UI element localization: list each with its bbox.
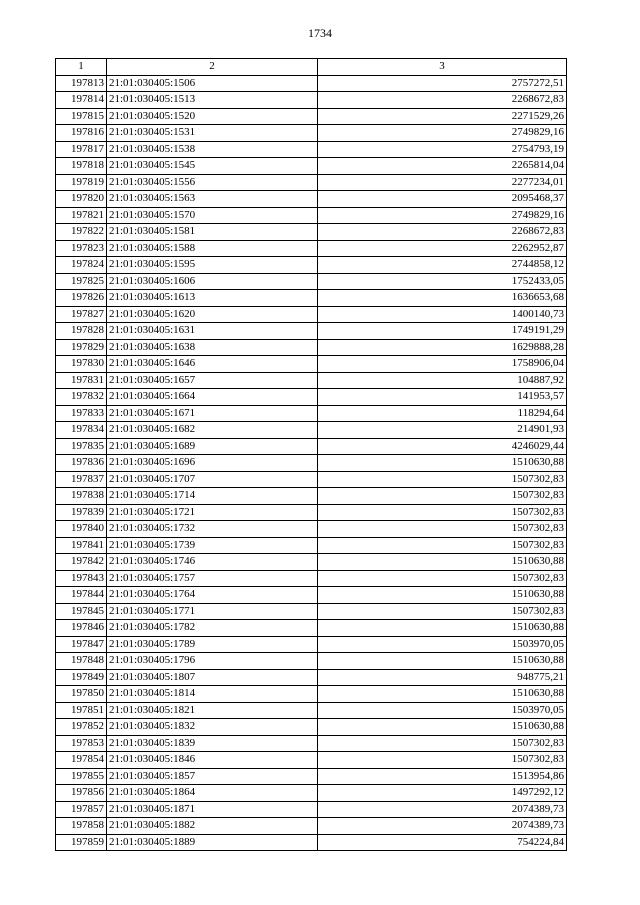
row-number: 197819 — [56, 174, 107, 191]
row-value: 1507302,83 — [318, 603, 567, 620]
table-row — [56, 92, 567, 109]
table-row — [56, 323, 567, 340]
row-number: 197854 — [56, 752, 107, 769]
row-number: 197814 — [56, 92, 107, 109]
row-value: 2268672,83 — [318, 92, 567, 109]
table-row — [56, 438, 567, 455]
row-number: 197835 — [56, 438, 107, 455]
row-value: 214901,93 — [318, 422, 567, 439]
row-value: 2749829,16 — [318, 207, 567, 224]
row-value: 1510630,88 — [318, 719, 567, 736]
row-number: 197827 — [56, 306, 107, 323]
row-value: 1507302,83 — [318, 735, 567, 752]
row-number: 197853 — [56, 735, 107, 752]
row-number: 197820 — [56, 191, 107, 208]
cadastral-number: 21:01:030405:1513 — [107, 92, 318, 109]
table-row — [56, 801, 567, 818]
row-number: 197824 — [56, 257, 107, 274]
cadastral-number: 21:01:030405:1664 — [107, 389, 318, 406]
cadastral-number: 21:01:030405:1739 — [107, 537, 318, 554]
row-number: 197843 — [56, 570, 107, 587]
row-value: 1503970,05 — [318, 702, 567, 719]
table-row — [56, 702, 567, 719]
cadastral-number: 21:01:030405:1556 — [107, 174, 318, 191]
table-row — [56, 719, 567, 736]
table-row — [56, 240, 567, 257]
row-value: 1507302,83 — [318, 471, 567, 488]
cadastral-number: 21:01:030405:1570 — [107, 207, 318, 224]
row-value: 1513954,86 — [318, 768, 567, 785]
cadastral-number: 21:01:030405:1871 — [107, 801, 318, 818]
row-number: 197859 — [56, 834, 107, 851]
table-row — [56, 125, 567, 142]
row-number: 197821 — [56, 207, 107, 224]
table-row — [56, 587, 567, 604]
table-row — [56, 686, 567, 703]
row-number: 197851 — [56, 702, 107, 719]
table-row — [56, 455, 567, 472]
row-number: 197852 — [56, 719, 107, 736]
cadastral-number: 21:01:030405:1545 — [107, 158, 318, 175]
table-row — [56, 372, 567, 389]
row-value: 1749191,29 — [318, 323, 567, 340]
table-row — [56, 257, 567, 274]
row-value: 2277234,01 — [318, 174, 567, 191]
table-row — [56, 735, 567, 752]
table-row — [56, 405, 567, 422]
row-number: 197857 — [56, 801, 107, 818]
table-row — [56, 306, 567, 323]
row-value: 2744858,12 — [318, 257, 567, 274]
table-row — [56, 273, 567, 290]
cadastral-number: 21:01:030405:1721 — [107, 504, 318, 521]
row-value: 104887,92 — [318, 372, 567, 389]
cadastral-number: 21:01:030405:1746 — [107, 554, 318, 571]
table-row — [56, 158, 567, 175]
row-value: 2074389,73 — [318, 818, 567, 835]
cadastral-number: 21:01:030405:1696 — [107, 455, 318, 472]
row-number: 197839 — [56, 504, 107, 521]
row-number: 197836 — [56, 455, 107, 472]
row-number: 197829 — [56, 339, 107, 356]
row-number: 197841 — [56, 537, 107, 554]
row-value: 4246029,44 — [318, 438, 567, 455]
cadastral-number: 21:01:030405:1657 — [107, 372, 318, 389]
row-value: 1497292,12 — [318, 785, 567, 802]
table-row — [56, 785, 567, 802]
table-row — [56, 471, 567, 488]
table-row — [56, 191, 567, 208]
row-value: 2095468,37 — [318, 191, 567, 208]
cadastral-number: 21:01:030405:1563 — [107, 191, 318, 208]
table-row — [56, 653, 567, 670]
table-row — [56, 818, 567, 835]
row-value: 1400140,73 — [318, 306, 567, 323]
cadastral-number: 21:01:030405:1814 — [107, 686, 318, 703]
table-row — [56, 339, 567, 356]
table-row — [56, 389, 567, 406]
row-number: 197848 — [56, 653, 107, 670]
row-value: 2271529,26 — [318, 108, 567, 125]
table-row — [56, 669, 567, 686]
column-header-1: 1 — [56, 59, 107, 76]
table-row — [56, 521, 567, 538]
row-value: 754224,84 — [318, 834, 567, 851]
header-row — [56, 59, 567, 76]
cadastral-number: 21:01:030405:1796 — [107, 653, 318, 670]
row-value: 1510630,88 — [318, 554, 567, 571]
table-row — [56, 834, 567, 851]
table-row — [56, 108, 567, 125]
row-value: 1752433,05 — [318, 273, 567, 290]
row-value: 2074389,73 — [318, 801, 567, 818]
row-value: 1510630,88 — [318, 620, 567, 637]
row-number: 197818 — [56, 158, 107, 175]
row-value: 1510630,88 — [318, 455, 567, 472]
row-value: 1629888,28 — [318, 339, 567, 356]
row-number: 197858 — [56, 818, 107, 835]
table-row — [56, 636, 567, 653]
row-value: 1510630,88 — [318, 587, 567, 604]
row-value: 948775,21 — [318, 669, 567, 686]
row-value: 118294,64 — [318, 405, 567, 422]
row-number: 197815 — [56, 108, 107, 125]
table-row — [56, 554, 567, 571]
row-value: 1510630,88 — [318, 686, 567, 703]
row-number: 197832 — [56, 389, 107, 406]
table-row — [56, 422, 567, 439]
row-number: 197834 — [56, 422, 107, 439]
row-value: 1503970,05 — [318, 636, 567, 653]
table-row — [56, 290, 567, 307]
column-header-2: 2 — [107, 59, 318, 76]
cadastral-number: 21:01:030405:1821 — [107, 702, 318, 719]
row-number: 197838 — [56, 488, 107, 505]
row-number: 197825 — [56, 273, 107, 290]
cadastral-number: 21:01:030405:1682 — [107, 422, 318, 439]
table-row — [56, 75, 567, 92]
table-row — [56, 207, 567, 224]
row-number: 197830 — [56, 356, 107, 373]
cadastral-number: 21:01:030405:1771 — [107, 603, 318, 620]
table-row — [56, 620, 567, 637]
row-number: 197837 — [56, 471, 107, 488]
cadastral-number: 21:01:030405:1588 — [107, 240, 318, 257]
table-row — [56, 141, 567, 158]
row-number: 197842 — [56, 554, 107, 571]
row-number: 197855 — [56, 768, 107, 785]
table-header — [56, 59, 567, 76]
row-value: 1510630,88 — [318, 653, 567, 670]
row-number: 197826 — [56, 290, 107, 307]
cadastral-number: 21:01:030405:1764 — [107, 587, 318, 604]
cadastral-number: 21:01:030405:1506 — [107, 75, 318, 92]
cadastral-number: 21:01:030405:1732 — [107, 521, 318, 538]
row-number: 197849 — [56, 669, 107, 686]
row-number: 197846 — [56, 620, 107, 637]
cadastral-number: 21:01:030405:1846 — [107, 752, 318, 769]
row-number: 197845 — [56, 603, 107, 620]
column-header-3: 3 — [318, 59, 567, 76]
row-number: 197840 — [56, 521, 107, 538]
row-value: 2757272,51 — [318, 75, 567, 92]
row-value: 2749829,16 — [318, 125, 567, 142]
cadastral-number: 21:01:030405:1782 — [107, 620, 318, 637]
row-value: 1507302,83 — [318, 537, 567, 554]
cadastral-number: 21:01:030405:1832 — [107, 719, 318, 736]
cadastral-number: 21:01:030405:1638 — [107, 339, 318, 356]
row-value: 2754793,19 — [318, 141, 567, 158]
row-value: 1636653,68 — [318, 290, 567, 307]
cadastral-number: 21:01:030405:1789 — [107, 636, 318, 653]
row-number: 197844 — [56, 587, 107, 604]
row-value: 2262952,87 — [318, 240, 567, 257]
cadastral-number: 21:01:030405:1631 — [107, 323, 318, 340]
row-number: 197822 — [56, 224, 107, 241]
cadastral-number: 21:01:030405:1839 — [107, 735, 318, 752]
cadastral-number: 21:01:030405:1531 — [107, 125, 318, 142]
row-number: 197817 — [56, 141, 107, 158]
cadastral-number: 21:01:030405:1882 — [107, 818, 318, 835]
row-number: 197833 — [56, 405, 107, 422]
cadastral-number: 21:01:030405:1807 — [107, 669, 318, 686]
cadastral-number: 21:01:030405:1689 — [107, 438, 318, 455]
row-value: 1507302,83 — [318, 488, 567, 505]
cadastral-number: 21:01:030405:1581 — [107, 224, 318, 241]
row-number: 197816 — [56, 125, 107, 142]
row-number: 197847 — [56, 636, 107, 653]
row-value: 1507302,83 — [318, 504, 567, 521]
table-body — [56, 75, 567, 851]
row-number: 197831 — [56, 372, 107, 389]
table-row — [56, 488, 567, 505]
cadastral-number: 21:01:030405:1538 — [107, 141, 318, 158]
cadastral-number: 21:01:030405:1613 — [107, 290, 318, 307]
row-value: 1507302,83 — [318, 752, 567, 769]
cadastral-number: 21:01:030405:1707 — [107, 471, 318, 488]
cadastral-number: 21:01:030405:1864 — [107, 785, 318, 802]
registry-table — [55, 58, 567, 851]
cadastral-number: 21:01:030405:1671 — [107, 405, 318, 422]
row-value: 2268672,83 — [318, 224, 567, 241]
cadastral-number: 21:01:030405:1595 — [107, 257, 318, 274]
table-row — [56, 504, 567, 521]
cadastral-number: 21:01:030405:1620 — [107, 306, 318, 323]
cadastral-number: 21:01:030405:1646 — [107, 356, 318, 373]
row-number: 197828 — [56, 323, 107, 340]
table-row — [56, 768, 567, 785]
table-row — [56, 537, 567, 554]
cadastral-number: 21:01:030405:1757 — [107, 570, 318, 587]
row-value: 1507302,83 — [318, 521, 567, 538]
row-number: 197850 — [56, 686, 107, 703]
cadastral-number: 21:01:030405:1520 — [107, 108, 318, 125]
cadastral-number: 21:01:030405:1889 — [107, 834, 318, 851]
cadastral-number: 21:01:030405:1714 — [107, 488, 318, 505]
table-row — [56, 752, 567, 769]
row-value: 1758906,04 — [318, 356, 567, 373]
page-number: 1734 — [308, 26, 332, 40]
cadastral-number: 21:01:030405:1857 — [107, 768, 318, 785]
table-row — [56, 224, 567, 241]
table-row — [56, 570, 567, 587]
row-number: 197823 — [56, 240, 107, 257]
table-row — [56, 174, 567, 191]
table-row — [56, 603, 567, 620]
row-number: 197856 — [56, 785, 107, 802]
row-value: 141953,57 — [318, 389, 567, 406]
table-row — [56, 356, 567, 373]
row-number: 197813 — [56, 75, 107, 92]
row-value: 2265814,04 — [318, 158, 567, 175]
cadastral-number: 21:01:030405:1606 — [107, 273, 318, 290]
row-value: 1507302,83 — [318, 570, 567, 587]
